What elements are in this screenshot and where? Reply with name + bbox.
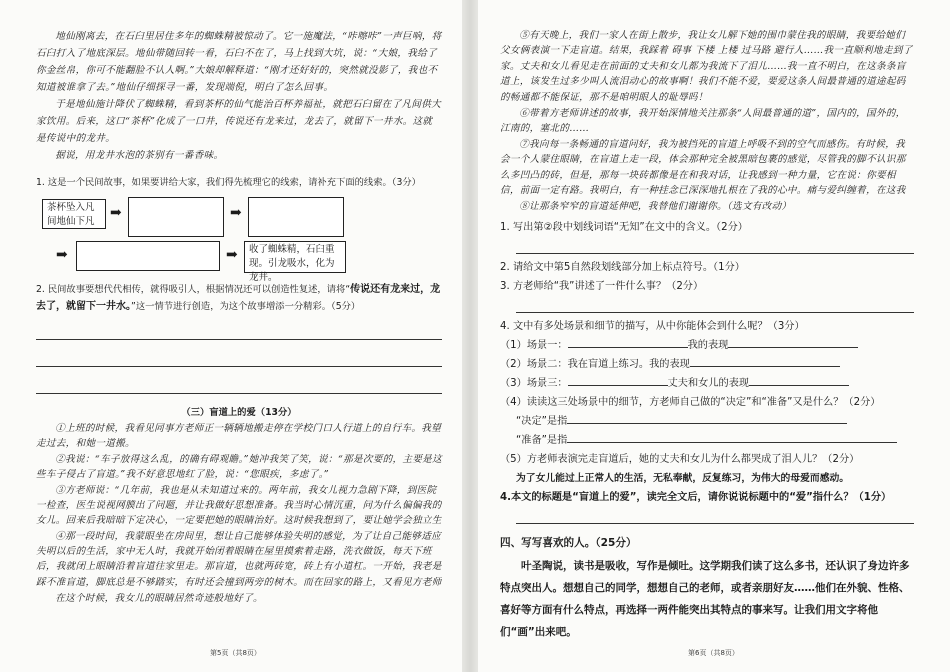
clue-box-start: 茶杯坠入凡间地仙下凡	[42, 199, 106, 229]
story-paragraph: 于是地仙施计降伏了蜘蛛精，看到茶杯的仙气能治百杯养福祉，就把石臼留在了凡间供大家饮用。后来，这口“茶杯”化成了一口井，传说还有龙来过，龙去了，就留下一井水。这就是传说中的龙井。	[36, 99, 442, 144]
reading-question-4: 4. 文中有多处场景和细节的描写，从中你能体会到什么呢？（3分）	[500, 321, 805, 333]
clue-answer-box-2[interactable]	[248, 197, 344, 237]
section-four-prompt: 叶圣陶说，读书是吸收，写作是倾吐。这学期我们读了这么多书，还认识了身边许多特点突出人。想想自己的同学，想想自己的老师，或者亲朋好友……他们在外貌、性格、喜好等方面有什么特点，再选择一两件能突出其特点的事来写。让我们用文字将他们“画”出来吧。	[500, 560, 910, 639]
page-number: 第6页（共8页）	[688, 649, 739, 657]
scene-3-row: （3）场景三： 丈夫和女儿的表现	[500, 374, 914, 393]
preparation-row: “准备”是指	[500, 431, 914, 450]
question-1-prompt: 1. 这是一个民间故事，如果要讲给大家，我们得先梳理它的线索，请补充下面的线索。（3分）	[36, 177, 421, 188]
passage-paragraph: ②我说：“车子放得这么乱，的确有碍观瞻。”她冲我笑了笑，说：“那是次要的，主要是这些车子侵占了盲道。”我不好意思地红了脸，说：“您眼疾，多虑了。”	[36, 453, 442, 481]
story-paragraph: 据说，用龙井水泡的茶别有一番香味。	[55, 150, 224, 161]
section-four-title: 四、写写喜欢的人。（25分）	[500, 537, 637, 550]
passage-paragraph: ⑦我向每一条畅通的盲道问好，我为被挡死的盲道上呼吸不到的空气而感伤。有时候，我会一个人蒙住眼睛，在盲道上走一段，体会那种完全被黑暗包裹的感觉，尽管我的脚不认识那么多凹凸的砖，但是，那每一块砖都像是在和我对话，让我感到一种力量，它在说：你要相信，前面一定有路。我明白，有一种挂念已深深地扎根在了我的心中。痛与爱纠缠着，在这我	[500, 138, 906, 197]
passage-paragraph: 在这个时候，我女儿的眼睛居然奇迹般地好了。	[55, 592, 263, 604]
reading-question-5: （5）方老师表演完走盲道后，她的丈夫和女儿为什么都哭成了泪人儿？（2分）	[500, 454, 860, 466]
page-number: 第5页（共8页）	[210, 649, 261, 657]
right-column	[500, 28, 914, 643]
section-three-title: （三）盲道上的爱（13分）	[181, 407, 297, 418]
reading-question-1: 1. 写出第②段中划线词语“无知”在文中的含义。（2分）	[500, 222, 748, 234]
left-column	[36, 28, 442, 606]
question-2-prompt: 2. 民间故事要想代代相传，就得吸引人，根据情况还可以创造性复述，请将“传说还有龙来过，龙去了，就留下一井水。”这一情节进行创造，为这个故事增添一分精彩。（5分）	[36, 284, 441, 312]
clue-answer-box-1[interactable]	[128, 197, 224, 237]
answer-line[interactable]	[690, 355, 840, 367]
answer-line[interactable]	[36, 325, 442, 340]
arrow-icon: ➡	[56, 247, 68, 263]
passage-paragraph: ①上班的时候，我看见同事方老师正一辆辆地搬走停在学校门口人行道上的自行车。我望走过去，和她一道搬。	[36, 423, 442, 450]
answer-line[interactable]	[568, 374, 668, 386]
decision-row: “决定”是指	[500, 412, 914, 431]
answer-line[interactable]	[567, 431, 897, 443]
answer-line[interactable]	[36, 379, 442, 394]
arrow-icon: ➡	[110, 205, 122, 221]
question-2-quote: 传说还有龙来过，龙去了，就留下一井水。	[36, 284, 441, 312]
passage-paragraph: ⑧让那条窄窄的盲道延伸吧，我替他们谢谢你。（选文有改动）	[519, 200, 792, 212]
clue-answer-box-3[interactable]	[76, 241, 220, 271]
scene-1-row: （1）场景一： 我的表现	[500, 336, 914, 355]
answer-line[interactable]	[516, 509, 914, 524]
clue-box-end: 收了蜘蛛精，石臼重现。引龙吸水，化为龙井。	[244, 241, 346, 273]
passage-paragraph: ⑤有天晚上，我们一家人在街上散步，我让女儿解下她的围巾蒙住我的眼睛，我要给她们父女俩表演一下走盲道。结果，我踩着 碍事 下楼 上楼 过马路 避行人……我一直顺利地走到了家。丈夫和女儿看见走在前面的丈夫和女儿都为我流下了泪儿……我一直不明白，在这条条盲道上，该发生过多少叫人流泪动心的故事啊！我们不能不爱，要爱这条人间最普通的道途起码的畅通都不能保证，那不是咱明眼人的耻辱吗！	[500, 30, 913, 103]
reading-question-2: 2. 请给文中第5自然段划线部分加上标点符号。（1分）	[500, 262, 745, 274]
page-gutter	[462, 0, 478, 672]
right-page	[478, 0, 950, 672]
passage-paragraph: ⑥带着方老师讲述的故事，我开始深情地关注那条“人间最普通的道”，国内的，国外的，江南的，塞北的……	[500, 108, 906, 135]
arrow-icon: ➡	[226, 247, 238, 263]
passage-paragraph: ③方老师说：“几年前，我也是从未知道过来的。两年前，我女儿视力急剧下降，到医院一检查，医生说视网膜出了问题，并让我做好思想准备。我当时心情沉重，问为什么偏偏我的女儿。回来后我暗暗下定决心，一定要把她的眼睛治好。这时候我想到了，要让她学会独立生	[36, 484, 442, 527]
answer-line[interactable]	[516, 239, 914, 254]
reading-question-6: 4.本文的标题是“盲道上的爱”，读完全文后，请你说说标题中的“爱”指什么？（1分）	[500, 492, 892, 504]
reading-question-3: 3. 方老师给“我”讲述了一件什么事？（2分）	[500, 281, 704, 293]
clue-flowchart	[36, 197, 442, 283]
answer-line[interactable]	[516, 298, 914, 313]
passage-paragraph: ④那一段时间，我蒙眼坐在房间里，想让自己能够体验失明的感觉，为了让自己能够适应失明以后的生活，家中无人时，我就开始闭着眼睛在屋里摸索着走路，洗衣做饭，每天下班后，我就闭上眼睛沿着盲道往家里走。那盲道，也就两砖宽，砖上有小道杠。一开始，我老是踩不准盲道，脚底总是不够踏实，有时还会撞到两旁的树木。而在回家的路上，又看见方老师	[36, 530, 442, 588]
arrow-icon: ➡	[230, 205, 242, 221]
answer-line[interactable]	[36, 352, 442, 367]
answer-line[interactable]	[728, 336, 858, 348]
left-page	[0, 0, 462, 672]
reading-answer: 为了女儿能过上正常人的生活，无私奉献，反复练习，为伟大的母爱而感动。	[516, 473, 850, 485]
answer-line[interactable]	[749, 374, 849, 386]
answer-line[interactable]	[568, 336, 688, 348]
reading-question-4-4: （4）读读这三处场景中的细节，方老师自己做的“决定”和“准备”又是什么？（2分）	[500, 397, 881, 409]
story-paragraph: 地仙刚离去，在石臼里居住多年的蜘蛛精被惊动了。它一施魔法，“咔嚓咔”一声巨响，将石臼打入了地底深层。地仙带随回转一看，石臼不在了，马上找到大坑，说：“大娘，我给了你金丝帛，你可不能翻脸不认人啊。”大娘却解释道：“刚才还好好的，突然就没影了，我也不知道被谁拿了去。”地仙仔细探寻一番，发现端倪，明白了怎么回事。	[36, 31, 442, 93]
scene-2-row: （2）场景二：我在盲道上练习。我的表现	[500, 355, 914, 374]
answer-line[interactable]	[567, 412, 847, 424]
